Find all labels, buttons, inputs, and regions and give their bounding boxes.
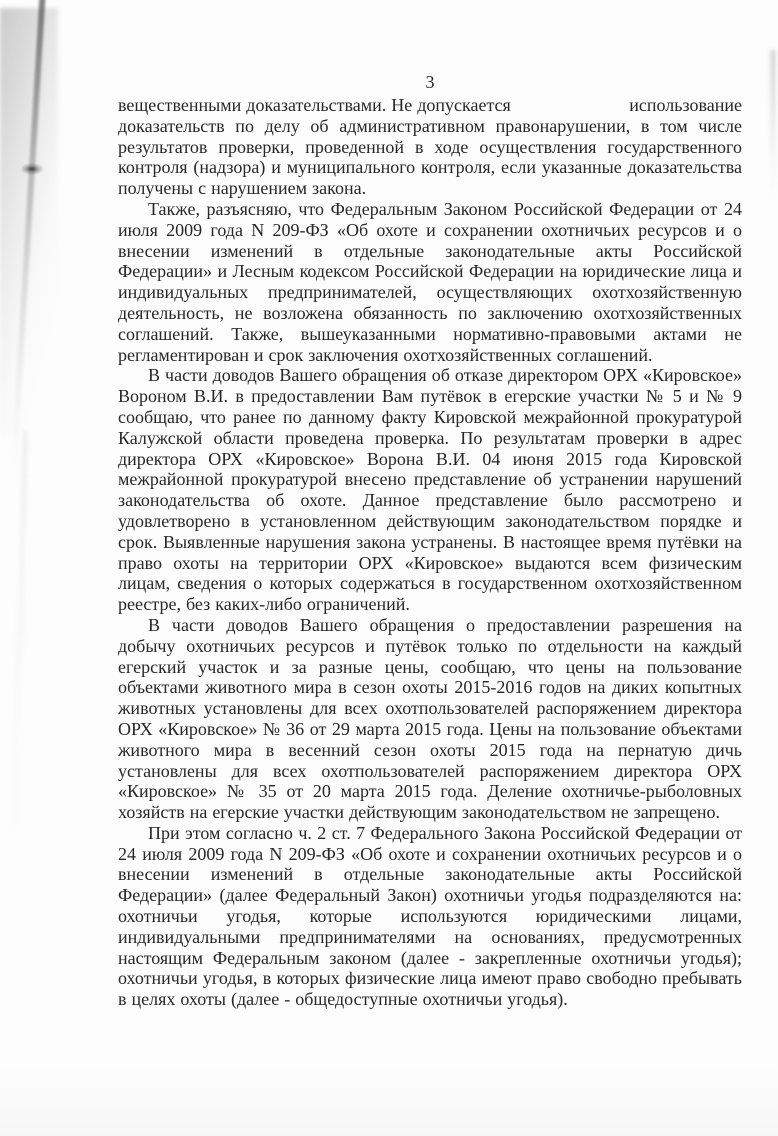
page-number: 3 xyxy=(425,72,435,92)
first-line-right-text: использование xyxy=(629,95,742,115)
scan-fleck-artifact xyxy=(22,163,44,175)
paragraph-permits-prices: В части доводов Вашего обращения о предоставлении разрешения на добычу охотничьих ресурсов и путёвок только по отдельности на каждый егерский участок и за разные цены, сообщаю, что цены на пользование объектами животного мира в сезон охоты 2015-2016 годов на диких копытных животных установлены для всех охотпользователей распоряжением директора ОРХ «Кировское» № 36 от 29 марта 2015 года. Цены на пользование объектами животного мира в весенний сезон охоты 2015 года на пернатую дичь установлены для всех охотпользователей распоряжением директора ОРХ «Кировское» № 35 от 20 марта 2015 года. Деление охотничье-рыболовных хозяйств на егерские участки действующим законодательством не запрещено. xyxy=(118,614,742,823)
paragraph-first-line xyxy=(118,95,742,116)
scan-fold-line-lower-artifact xyxy=(13,430,28,850)
paragraph-hunting-grounds-classification: При этом согласно ч. 2 ст. 7 Федерального Закона Российской Федерации от 24 июля 2009 года N 209-ФЗ «Об охоте и сохранении охотничьих ресурсов и о внесении изменений в отдельные законодательные акты Российской Федерации» (далее Федеральный Закон) охотничьи угодья подразделяются на: охотничьи угодья, которые используются юридическими лицами, индивидуальными предпринимателями на основаниях, предусмотренных настоящим Федеральным законом (далее - закрепленные охотничьи угодья); охотничьи угодья, в которых физические лица имеют право свободно пребывать в целях охоты (далее - общедоступные охотничьи угодья). xyxy=(118,822,742,1010)
document-text-column xyxy=(118,72,742,1010)
scan-right-edge-streak-artifact xyxy=(770,50,776,200)
paragraph-federal-law-explanation: Также, разъясняю, что Федеральным Законом Российской Федерации от 24 июля 2009 года N 209-ФЗ «Об охоте и сохранении охотничьих ресурсов и о внесении изменений в отдельные законодательные акты Российской Федерации» и Лесным кодексом Российской Федерации на юридические лица и индивидуальных предпринимателей, осуществляющих охотхозяйственную деятельность, не возложена обязанность по заключению охотхозяйственных соглашений. Также, вышеуказанными нормативно-правовыми актами не регламентирован и срок заключения охотхозяйственных соглашений. xyxy=(118,198,742,365)
scan-bottom-shade-artifact xyxy=(0,1066,778,1136)
paragraph-evidence-rule xyxy=(118,95,742,199)
paragraph-kirovskoye-refusal-check: В части доводов Вашего обращения об отказе директором ОРХ «Кировское» Вороном В.И. в предоставлении Вам путёвок в егерские участки № 5 и № 9 сообщаю, что ранее по данному факту Кировской межрайонной прокуратурой Калужской области проведена проверка. По результатам проверки в адрес директора ОРХ «Кировское» Ворона В.И. 04 июня 2015 года Кировской межрайонной прокуратурой внесено представление об устранении нарушений законодательства об охоте. Данное представление было рассмотрено и удовлетворено в установленном действующим законодательством порядке и срок. Выявленные нарушения закона устранены. В настоящее время путёвки на право охоты на территории ОРХ «Кировское» выдаются всем физическим лицам, сведения о которых содержаться в государственном охотхозяйственном реестре, без каких-либо ограничений. xyxy=(118,365,742,615)
first-line-left-text: вещественными доказательствами. Не допускается xyxy=(118,95,511,115)
paragraph-body-text: доказательств по делу об административном правонарушении, в том числе результатов проверки, проведенной в ходе осуществления государственного контроля (надзора) и муниципального контроля, если указанные доказательства получены с нарушением закона. xyxy=(118,115,742,199)
